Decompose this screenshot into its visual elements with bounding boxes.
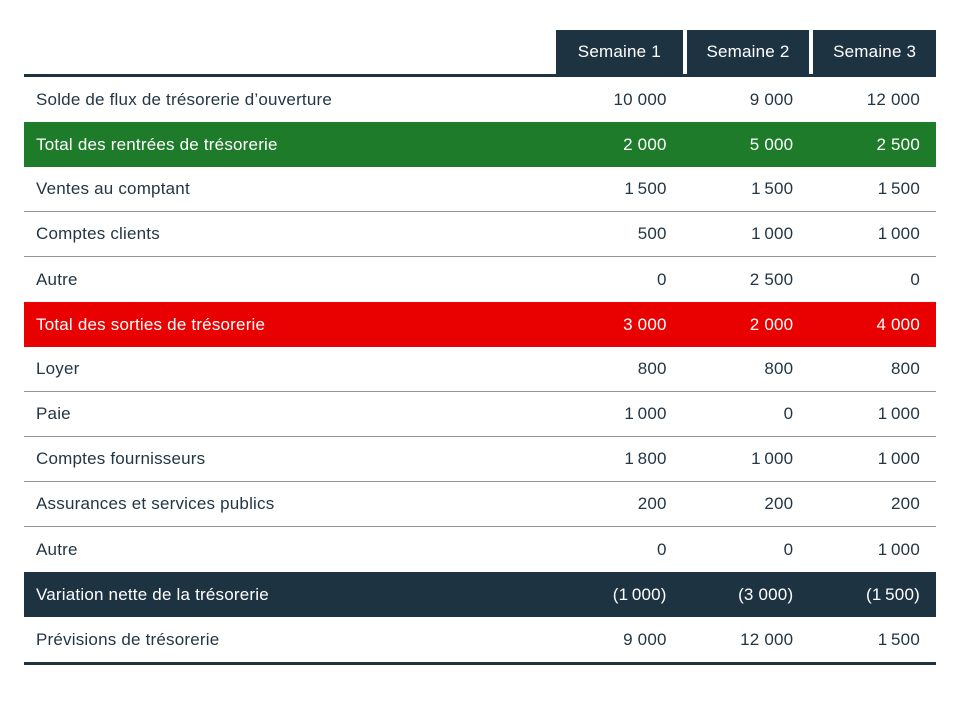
table-row-net-change bbox=[24, 572, 936, 617]
row-label: Assurances et services publics bbox=[36, 494, 275, 513]
column-header-semaine-3: Semaine 3 bbox=[809, 30, 936, 74]
row-value: 800 bbox=[764, 359, 794, 378]
row-value: 9 000 bbox=[623, 629, 667, 649]
table-row-accounts-payable bbox=[24, 437, 936, 482]
row-value: 12 000 bbox=[866, 89, 920, 109]
row-value: 1 500 bbox=[624, 179, 667, 198]
row-label: Solde de flux de trésorerie d’ouverture bbox=[36, 89, 333, 109]
row-value: 2 000 bbox=[749, 314, 794, 334]
table-row-other-outflow bbox=[24, 527, 936, 572]
row-label: Comptes clients bbox=[36, 224, 160, 243]
table-row-total-outflows bbox=[24, 302, 936, 347]
row-label: Autre bbox=[36, 269, 78, 289]
table-row-opening-balance bbox=[24, 77, 936, 122]
row-value: 1 500 bbox=[877, 629, 920, 649]
row-value: 5 000 bbox=[749, 134, 794, 154]
table-row-other-inflow bbox=[24, 257, 936, 302]
row-label: Autre bbox=[36, 539, 78, 559]
row-value: 4 000 bbox=[876, 314, 920, 334]
row-value: 1 000 bbox=[877, 224, 920, 243]
row-value: 800 bbox=[637, 359, 667, 378]
table-row-total-inflows bbox=[24, 122, 936, 167]
table-row-cash-sales bbox=[24, 167, 936, 212]
row-label: Total des sorties de trésorerie bbox=[36, 314, 266, 334]
table-row-accounts-receivable bbox=[24, 212, 936, 257]
row-value: 10 000 bbox=[613, 89, 667, 109]
row-label: Variation nette de la trésorerie bbox=[36, 584, 269, 604]
row-value: 2 500 bbox=[749, 269, 794, 289]
row-label: Loyer bbox=[36, 359, 80, 378]
row-label: Total des rentrées de trésorerie bbox=[36, 134, 278, 154]
row-value: 0 bbox=[783, 404, 794, 423]
row-value: 200 bbox=[891, 494, 920, 513]
row-value: 200 bbox=[764, 494, 794, 513]
row-value: 12 000 bbox=[740, 629, 794, 649]
row-value: 1 000 bbox=[877, 449, 920, 468]
row-label: Ventes au comptant bbox=[36, 179, 190, 198]
row-value: 1 000 bbox=[751, 224, 794, 243]
row-value: 1 500 bbox=[751, 179, 794, 198]
row-value: (1 500) bbox=[866, 584, 920, 604]
row-value: 1 800 bbox=[624, 449, 667, 468]
row-value: 3 000 bbox=[623, 314, 667, 334]
table-row-insurance-utilities bbox=[24, 482, 936, 527]
table-row-cash-forecast bbox=[24, 617, 936, 662]
row-label: Comptes fournisseurs bbox=[36, 449, 206, 468]
row-value: (1 000) bbox=[612, 584, 667, 604]
row-label: Paie bbox=[36, 404, 71, 423]
table-row-rent bbox=[24, 347, 936, 392]
row-value: 0 bbox=[783, 539, 794, 559]
row-value: 0 bbox=[657, 269, 667, 289]
row-value: 1 000 bbox=[751, 449, 794, 468]
header-spacer bbox=[24, 30, 556, 74]
column-header-semaine-1: Semaine 1 bbox=[556, 30, 683, 74]
column-header-semaine-2: Semaine 2 bbox=[683, 30, 810, 74]
row-value: (3 000) bbox=[738, 584, 794, 604]
row-label: Prévisions de trésorerie bbox=[36, 629, 220, 649]
row-value: 800 bbox=[891, 359, 920, 378]
row-value: 200 bbox=[637, 494, 667, 513]
row-value: 0 bbox=[657, 539, 667, 559]
row-value: 0 bbox=[910, 269, 920, 289]
row-value: 1 000 bbox=[877, 404, 920, 423]
row-value: 9 000 bbox=[749, 89, 794, 109]
row-value: 500 bbox=[637, 224, 667, 243]
table-row-payroll bbox=[24, 392, 936, 437]
row-value: 1 000 bbox=[624, 404, 667, 423]
table-header bbox=[24, 30, 936, 77]
row-value: 1 000 bbox=[877, 539, 920, 559]
row-value: 2 500 bbox=[876, 134, 920, 154]
row-value: 2 000 bbox=[623, 134, 667, 154]
row-value: 1 500 bbox=[877, 179, 920, 198]
cash-flow-table bbox=[24, 30, 936, 665]
